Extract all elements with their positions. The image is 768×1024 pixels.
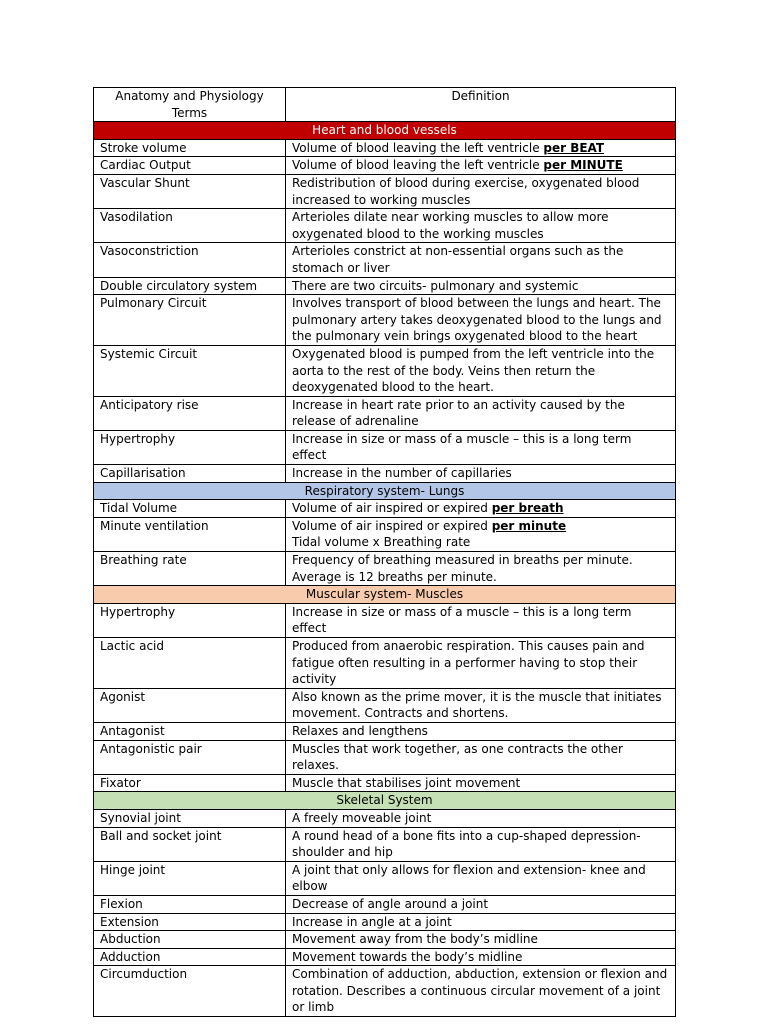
term-cell: Vasoconstriction: [94, 243, 286, 277]
definition-text: Combination of adduction, abduction, extension or flexion and rotation. Describes a continuous circular movement of a joint or limb: [292, 967, 668, 1015]
definition-cell: [286, 774, 676, 792]
term-cell: Ball and socket joint: [94, 827, 286, 861]
definition-text: Volume of air inspired or expired: [292, 518, 492, 533]
table-row: [94, 809, 676, 827]
definition-text: Movement towards the body’s midline: [292, 949, 523, 964]
term-cell: Antagonistic pair: [94, 740, 286, 774]
definition-extra-line: Tidal volume x Breathing rate: [292, 535, 471, 550]
table-row: [94, 931, 676, 949]
definition-cell: [286, 552, 676, 586]
table-row: [94, 638, 676, 689]
table-row: [94, 465, 676, 483]
term-cell: Circumduction: [94, 966, 286, 1017]
definition-cell: [286, 966, 676, 1017]
term-cell: Lactic acid: [94, 638, 286, 689]
definition-cell: [286, 295, 676, 346]
term-cell: Vasodilation: [94, 209, 286, 243]
definition-text: Increase in the number of capillaries: [292, 466, 512, 481]
section-heading: Respiratory system- Lungs: [94, 482, 676, 500]
term-cell: Systemic Circuit: [94, 345, 286, 396]
definition-cell: [286, 809, 676, 827]
table-row: [94, 966, 676, 1017]
table-row: [94, 396, 676, 430]
table-row: [94, 913, 676, 931]
definition-text: Increase in size or mass of a muscle – this is a long term effect: [292, 604, 632, 636]
definition-text: Increase in angle at a joint: [292, 914, 452, 929]
definition-column-header: Definition: [286, 88, 676, 122]
definition-text: Arterioles dilate near working muscles to allow more oxygenated blood to the working muscles: [292, 210, 609, 241]
table-row: [94, 948, 676, 966]
section-heading-row: [94, 122, 676, 140]
definition-text: Involves transport of blood between the lungs and heart. The pulmonary artery takes deoxygenated blood to the lungs and the pulmonary vein brings oxygenated blood to the heart: [292, 296, 662, 344]
table-row: [94, 688, 676, 722]
term-cell: Capillarisation: [94, 465, 286, 483]
definition-cell: [286, 157, 676, 175]
definition-text: Volume of air inspired or expired: [292, 501, 492, 516]
table-row: [94, 827, 676, 861]
section-heading-row: [94, 586, 676, 604]
definition-text: Decrease of angle around a joint: [292, 896, 489, 911]
definition-emphasis: per minute: [491, 518, 567, 533]
definition-cell: [286, 500, 676, 518]
term-cell: Breathing rate: [94, 552, 286, 586]
definition-cell: [286, 603, 676, 637]
table-row: [94, 517, 676, 551]
term-cell: Pulmonary Circuit: [94, 295, 286, 346]
table-row: [94, 500, 676, 518]
term-cell: Minute ventilation: [94, 517, 286, 551]
definition-cell: [286, 740, 676, 774]
glossary-table: [93, 87, 676, 1017]
term-cell: Hypertrophy: [94, 603, 286, 637]
definition-text: A joint that only allows for flexion and extension- knee and elbow: [292, 862, 646, 894]
definition-emphasis: per breath: [491, 501, 564, 516]
definition-cell: [286, 396, 676, 430]
term-cell: Vascular Shunt: [94, 174, 286, 208]
definition-cell: [286, 465, 676, 483]
table-row: [94, 295, 676, 346]
definition-text: Increase in heart rate prior to an activity caused by the release of adrenaline: [292, 397, 625, 429]
term-cell: Abduction: [94, 931, 286, 949]
definition-text: Increase in size or mass of a muscle – this is a long term effect: [292, 431, 632, 463]
term-cell: Double circulatory system: [94, 277, 286, 295]
definition-text: Arterioles constrict at non-essential organs such as the stomach or liver: [292, 244, 624, 275]
definition-text: Produced from anaerobic respiration. This causes pain and fatigue often resulting in a performer having to stop their activity: [292, 639, 645, 687]
term-cell: Cardiac Output: [94, 157, 286, 175]
definition-text: Muscles that work together, as one contracts the other relaxes.: [292, 741, 623, 773]
term-column-header: Anatomy and Physiology Terms: [94, 88, 286, 122]
definition-cell: [286, 827, 676, 861]
term-cell: Tidal Volume: [94, 500, 286, 518]
section-heading-row: [94, 482, 676, 500]
definition-cell: [286, 948, 676, 966]
table-row: [94, 430, 676, 464]
term-cell: Synovial joint: [94, 809, 286, 827]
term-cell: Adduction: [94, 948, 286, 966]
table-header-row: [94, 88, 676, 122]
definition-text: Volume of blood leaving the left ventricle: [292, 140, 544, 155]
definition-cell: [286, 688, 676, 722]
definition-text: Frequency of breathing measured in breaths per minute. Average is 12 breaths per minute.: [292, 553, 633, 584]
table-row: [94, 895, 676, 913]
section-heading-row: [94, 792, 676, 810]
term-cell: Antagonist: [94, 722, 286, 740]
definition-text: A round head of a bone fits into a cup-shaped depression- shoulder and hip: [292, 828, 641, 860]
definition-text: Relaxes and lengthens: [292, 723, 428, 738]
table-row: [94, 174, 676, 208]
definition-cell: [286, 345, 676, 396]
definition-text: Volume of blood leaving the left ventricle: [292, 158, 544, 173]
term-cell: Anticipatory rise: [94, 396, 286, 430]
table-row: [94, 774, 676, 792]
definition-text: A freely moveable joint: [292, 810, 432, 825]
definition-cell: [286, 277, 676, 295]
term-cell: Hinge joint: [94, 861, 286, 895]
definition-text: Movement away from the body’s midline: [292, 932, 538, 947]
definition-cell: [286, 638, 676, 689]
table-row: [94, 603, 676, 637]
table-row: [94, 277, 676, 295]
definition-text: There are two circuits- pulmonary and systemic: [292, 278, 579, 293]
table-row: [94, 345, 676, 396]
definition-cell: [286, 430, 676, 464]
table-row: [94, 861, 676, 895]
term-cell: Hypertrophy: [94, 430, 286, 464]
definition-emphasis: per MINUTE: [543, 158, 623, 173]
definition-emphasis: per BEAT: [543, 140, 605, 155]
table-row: [94, 209, 676, 243]
definition-cell: [286, 174, 676, 208]
definition-cell: [286, 243, 676, 277]
term-cell: Flexion: [94, 895, 286, 913]
definition-text: Muscle that stabilises joint movement: [292, 775, 521, 790]
definition-cell: [286, 861, 676, 895]
section-heading: Heart and blood vessels: [94, 122, 676, 140]
table-row: [94, 722, 676, 740]
definition-cell: [286, 913, 676, 931]
table-row: [94, 139, 676, 157]
definition-text: Redistribution of blood during exercise, oxygenated blood increased to working muscles: [292, 175, 640, 207]
table-row: [94, 740, 676, 774]
definition-cell: [286, 722, 676, 740]
term-cell: Fixator: [94, 774, 286, 792]
definition-cell: [286, 517, 676, 551]
table-row: [94, 243, 676, 277]
term-cell: Agonist: [94, 688, 286, 722]
definition-text: Also known as the prime mover, it is the muscle that initiates movement. Contracts and shortens.: [292, 689, 662, 721]
definition-cell: [286, 209, 676, 243]
table-row: [94, 552, 676, 586]
definition-text: Oxygenated blood is pumped from the left ventricle into the aorta to the rest of the body. Veins then return the deoxygenated blood to the heart.: [292, 346, 655, 395]
term-cell: Extension: [94, 913, 286, 931]
term-cell: Stroke volume: [94, 139, 286, 157]
definition-cell: [286, 139, 676, 157]
definition-cell: [286, 895, 676, 913]
definition-cell: [286, 931, 676, 949]
section-heading: Skeletal System: [94, 792, 676, 810]
section-heading: Muscular system- Muscles: [94, 586, 676, 604]
table-row: [94, 157, 676, 175]
